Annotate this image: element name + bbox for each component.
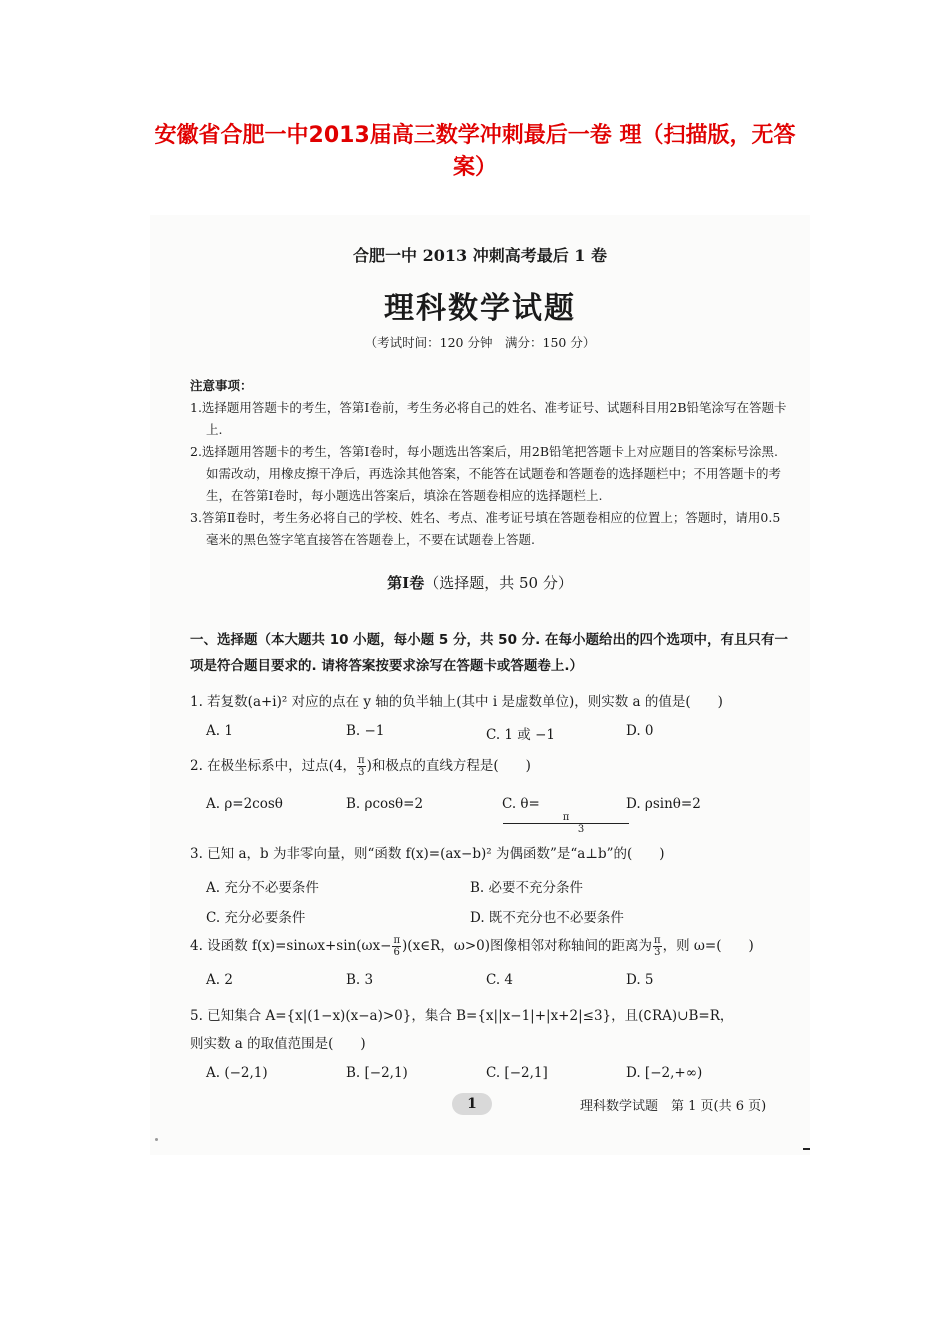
question-stem	[190, 935, 810, 958]
fraction-denominator: 3	[654, 947, 661, 958]
option-b: B. [−2,1)	[346, 1065, 408, 1081]
question-2	[190, 755, 810, 835]
stem-text: ，则 ω=( )	[662, 938, 754, 954]
question-5	[190, 1005, 810, 1081]
scan-speck	[155, 1138, 158, 1141]
question-stem: 3. 已知 a，b 为非零向量，则“函数 f(x)=(ax−b)² 为偶函数”是“a⊥b”的( )	[190, 846, 665, 862]
stem-text: (ωx−	[356, 938, 392, 954]
part-heading	[150, 572, 810, 593]
fraction	[487, 812, 627, 835]
option-d: D. 5	[626, 972, 654, 988]
fraction-denominator: 3	[358, 767, 365, 778]
document-title: 安徽省合肥一中2013届高三数学冲刺最后一卷 理（扫描版，无答案）	[154, 123, 796, 180]
question-stem-continued: 则实数 a 的取值范围是( )	[190, 1036, 366, 1052]
point-text: (4，	[328, 758, 357, 774]
exam-title: 理科数学试题	[384, 291, 576, 326]
option-b: B. ρcosθ=2	[346, 796, 424, 812]
fraction-numerator: π	[503, 812, 629, 824]
option-a: A. 充分不必要条件	[206, 880, 319, 896]
option-a: A. (−2,1)	[206, 1065, 268, 1081]
option-b: B. 3	[346, 972, 374, 988]
option-row	[190, 723, 810, 743]
stem-text: 和极点的直线方程是( )	[371, 758, 531, 774]
exam-header: 合肥一中 2013 冲刺高考最后 1 卷	[353, 246, 607, 265]
part-desc: （选择题，共 50 分）	[424, 574, 573, 592]
question-stem: 5. 已知集合 A={x|(1−x)(x−a)>0}，集合 B={x||x−1|+|x+2|≤3}，且(∁RA)∪B=R，	[190, 1008, 734, 1024]
option-b: B. 必要不充分条件	[470, 880, 584, 896]
question-4	[190, 935, 810, 988]
question-1	[190, 691, 810, 743]
page-info: 理科数学试题 第 1 页(共 6 页)	[580, 1099, 767, 1114]
fraction-numerator: π	[654, 935, 661, 946]
option-text: C. θ=	[502, 796, 540, 812]
notice-item: 2.选择题用答题卡的考生，答第Ⅰ卷时，每小题选出答案后，用2B铅笔把答题卡上对应题目的答案标号涂黑.如需改动，用橡皮擦干净后，再选涂其他答案，不能答在试题卷和答题卷的选择题栏中；不用答题卡的考生，在答第Ⅰ卷时，每小题选出答案后，填涂在答题卷相应的选择题栏上.	[190, 444, 782, 503]
stem-text: (x∈R，ω>0)图像相邻对称轴间的距离为	[407, 938, 653, 954]
notice-heading: 注意事项：	[190, 378, 253, 393]
option-d: D. 既不充分也不必要条件	[470, 910, 624, 926]
fraction	[392, 935, 401, 958]
scanned-exam-page	[150, 215, 810, 1155]
point-text: )	[366, 758, 372, 774]
option-c: C. 充分必要条件	[206, 910, 306, 926]
option-c: C. [−2,1]	[486, 1065, 548, 1081]
question-stem: 1. 若复数(a+i)² 对应的点在 y 轴的负半轴上(其中 i 是虚数单位)，则实数 a 的值是( )	[190, 694, 723, 710]
option-grid	[190, 873, 810, 933]
stem-text: )	[402, 938, 408, 954]
page-number: 1	[452, 1093, 492, 1115]
fraction-numerator: π	[393, 935, 401, 946]
option-c	[470, 796, 610, 835]
option-d: D. [−2,+∞)	[626, 1065, 703, 1081]
question-stem	[190, 755, 810, 778]
fraction-denominator: 3	[577, 824, 585, 835]
option-a: A. 1	[206, 723, 233, 739]
section-instructions: 一、选择题（本大题共 10 小题，每小题 5 分，共 50 分. 在每小题给出的四个选项中，有且只有一项是符合题目要求的. 请将答案按要求涂写在答题卡或答题卷上.）	[190, 632, 788, 674]
part-label: 第Ⅰ卷	[387, 574, 425, 592]
option-c: C. 4	[486, 972, 514, 988]
notice-item: 3.答第Ⅱ卷时，考生务必将自己的学校、姓名、考点、准考证号填在答题卷相应的位置上；答题时，请用0.5毫米的黑色签字笔直接答在答题卷上，不要在试题卷上答题.	[190, 510, 781, 547]
notice-block	[190, 375, 790, 551]
fraction-denominator: 6	[393, 947, 400, 958]
fraction	[357, 755, 366, 778]
option-d: D. ρsinθ=2	[626, 796, 701, 812]
fraction	[653, 935, 662, 958]
stem-text: 2. 在极坐标系中，过点	[190, 758, 329, 774]
stem-text: 4. 设函数 f(x)=sinωx+sin	[190, 938, 357, 954]
notice-item: 1.选择题用答题卡的考生，答第Ⅰ卷前，考生务必将自己的姓名、准考证号、试题科目用2B铅笔涂写在答题卡上.	[190, 400, 787, 437]
option-d: D. 0	[626, 723, 654, 739]
scan-edge-mark	[803, 1148, 810, 1150]
exam-time: （考试时间：120 分钟 满分：150 分）	[364, 335, 596, 350]
question-3	[190, 843, 810, 933]
option-row	[190, 972, 810, 988]
option-a: A. 2	[206, 972, 233, 988]
option-row	[190, 796, 810, 835]
option-a: A. ρ=2cosθ	[206, 796, 283, 812]
option-row	[190, 1065, 810, 1081]
fraction-numerator: π	[358, 755, 365, 766]
option-b: B. −1	[346, 723, 385, 739]
option-c: C. 1 或 −1	[486, 727, 556, 743]
